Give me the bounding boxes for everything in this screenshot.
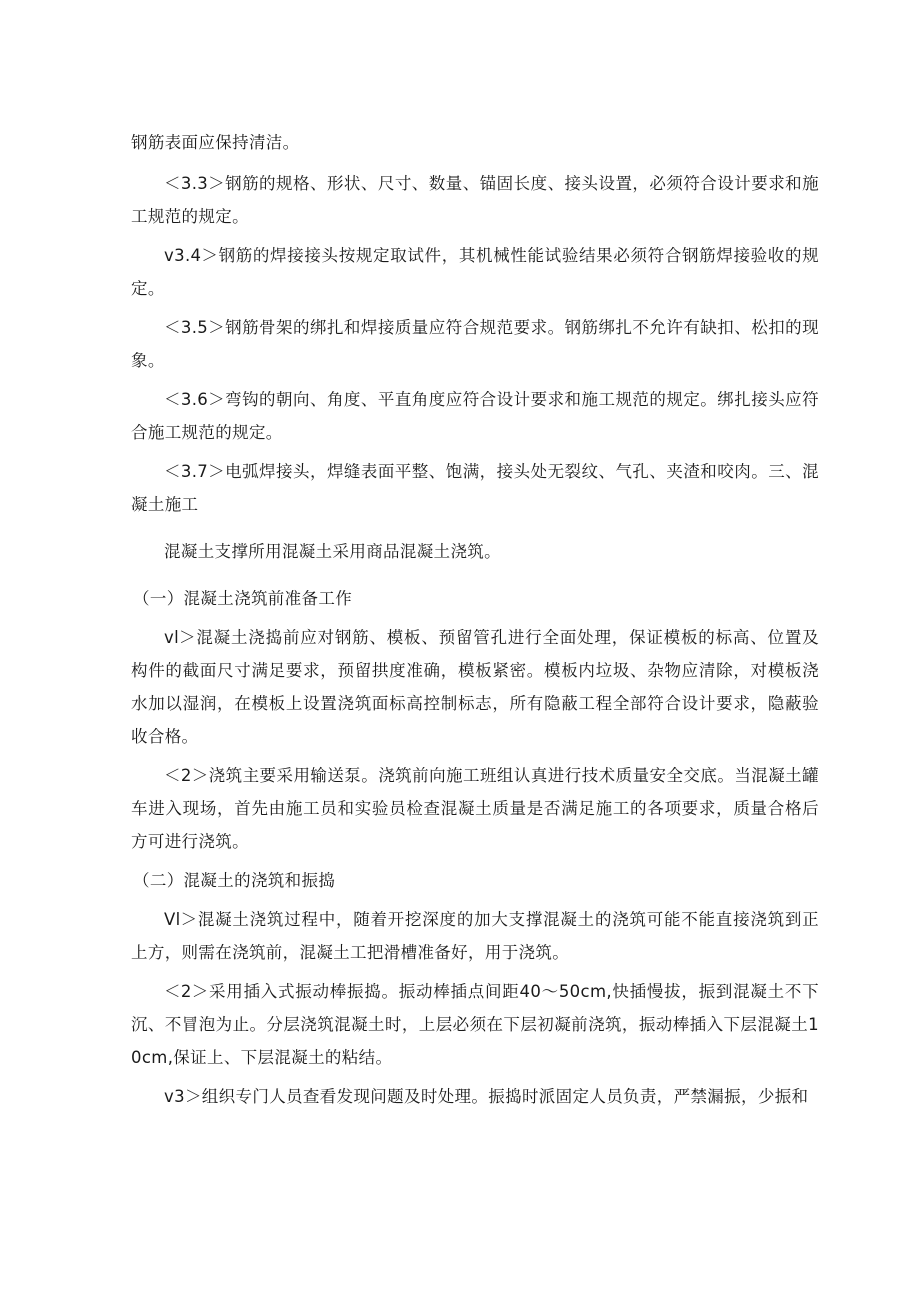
paragraph-prep-2: ＜2＞浇筑主要采用输送泵。浇筑前向施工班组认真进行技术质量安全交底。当混凝土罐车进入现场，首先由施工员和实验员检查混凝土质量是否满足施工的各项要求，质量合格后方可进行浇筑。 (131, 766, 819, 851)
paragraph-pour-2: ＜2＞采用插入式振动棒振捣。振动棒插点间距40～50cm,快插慢拔，振到混凝土不下沉、不冒泡为止。分层浇筑混凝土时，上层必须在下层初凝前浇筑，振动棒插入下层混凝土10cm,保证上、下层混凝土的粘结。 (131, 982, 819, 1067)
section-heading-pouring: （二）混凝土的浇筑和振捣 (133, 871, 336, 890)
paragraph-3-4: v3.4＞钢筋的焊接接头按规定取试件，其机械性能试验结果必须符合钢筋焊接验收的规定。 (131, 246, 819, 298)
paragraph-pour-3: v3＞组织专门人员查看发现问题及时处理。振捣时派固定人员负责，严禁漏振，少振和 (164, 1087, 809, 1106)
paragraph-3-3: ＜3.3＞钢筋的规格、形状、尺寸、数量、锚固长度、接头设置，必须符合设计要求和施工规范的规定。 (131, 174, 819, 226)
document-page (131, 126, 819, 1119)
paragraph-concrete-intro: 混凝土支撑所用混凝土采用商品混凝土浇筑。 (164, 542, 501, 561)
paragraph-3-5: ＜3.5＞钢筋骨架的绑扎和焊接质量应符合规范要求。钢筋绑扎不允许有缺扣、松扣的现象。 (131, 318, 819, 370)
paragraph-prep-1: vl＞混凝土浇捣前应对钢筋、模板、预留管孔进行全面处理，保证模板的标高、位置及构件的截面尺寸满足要求，预留拱度准确，模板紧密。模板内垃圾、杂物应清除，对模板浇水加以湿润，在模板上设置浇筑面标高控制标志，所有隐蔽工程全部符合设计要求，隐蔽验收合格。 (131, 628, 819, 746)
section-heading-preparation: （一）混凝土浇筑前准备工作 (133, 589, 353, 608)
paragraph-3-6: ＜3.6＞弯钩的朝向、角度、平直角度应符合设计要求和施工规范的规定。绑扎接头应符合施工规范的规定。 (131, 390, 819, 442)
paragraph-pour-1: Vl＞混凝土浇筑过程中，随着开挖深度的加大支撑混凝土的浇筑可能不能直接浇筑到正上方，则需在浇筑前，混凝土工把滑槽准备好，用于浇筑。 (131, 910, 819, 962)
paragraph-3-7: ＜3.7＞电弧焊接头，焊缝表面平整、饱满，接头处无裂纹、气孔、夹渣和咬肉。三、混凝土施工 (131, 462, 819, 514)
paragraph-steel-surface: 钢筋表面应保持清洁。 (131, 133, 300, 152)
